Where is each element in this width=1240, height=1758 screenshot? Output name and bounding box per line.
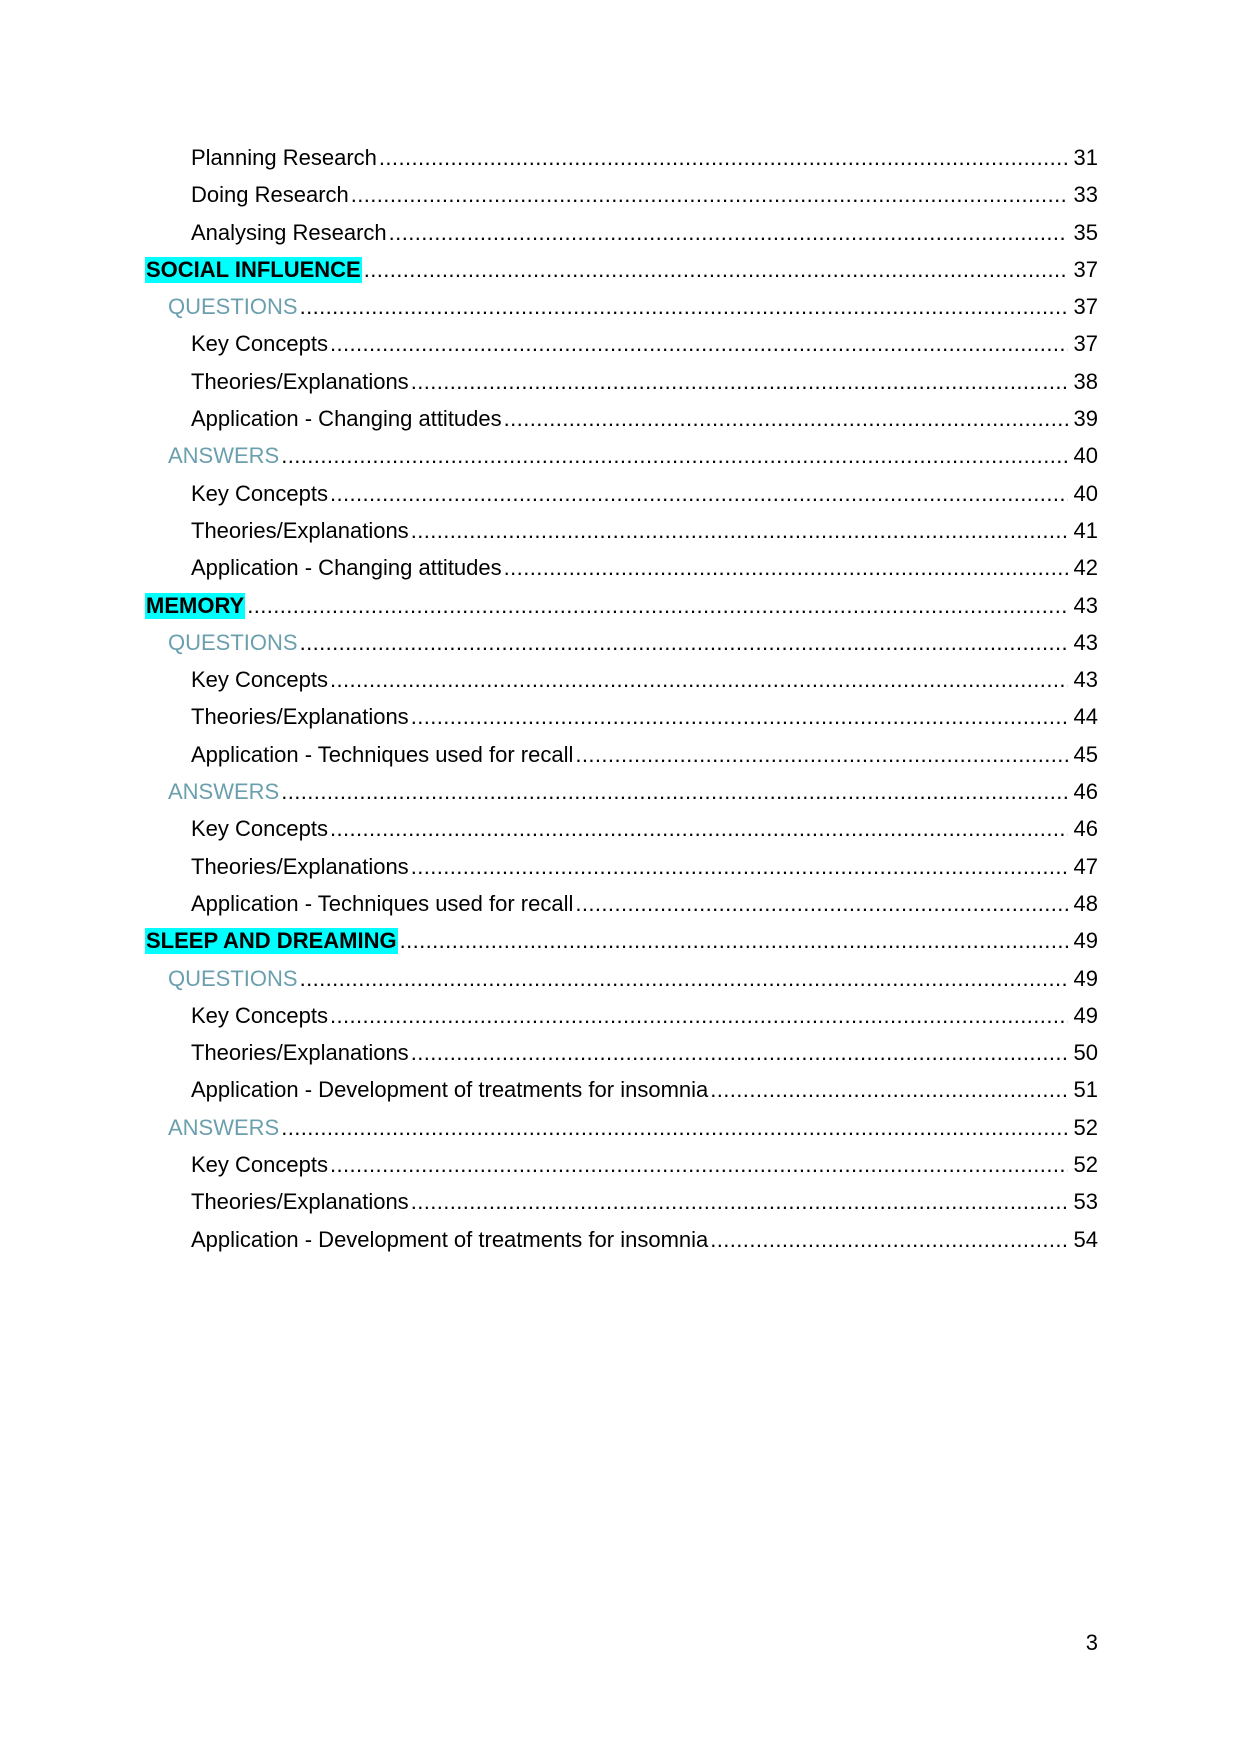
- toc-entry-label: ANSWERS: [168, 1114, 280, 1140]
- toc-entry-page-number: 40: [1073, 443, 1098, 469]
- toc-subsection-entry[interactable]: [145, 437, 1098, 474]
- dot-leader: [400, 922, 1068, 959]
- toc-entry-page-number: 37: [1073, 294, 1098, 320]
- toc-entry-label: Analysing Research: [191, 219, 387, 245]
- dot-leader: [300, 624, 1068, 661]
- dot-leader: [364, 251, 1068, 288]
- toc-subsection-entry[interactable]: [145, 1109, 1098, 1146]
- toc-entry-label: QUESTIONS: [168, 294, 298, 320]
- toc-entry-page-number: 46: [1073, 779, 1098, 805]
- dot-leader: [411, 1183, 1068, 1220]
- toc-entry-label: SLEEP AND DREAMING: [146, 928, 397, 954]
- toc-entry-label: QUESTIONS: [168, 629, 298, 655]
- toc-item-entry[interactable]: [145, 1183, 1098, 1220]
- toc-entry-page-number: 41: [1073, 517, 1098, 543]
- toc-item-entry[interactable]: [145, 1146, 1098, 1183]
- toc-item-entry[interactable]: [145, 363, 1098, 400]
- dot-leader: [379, 139, 1068, 176]
- toc-item-entry[interactable]: [145, 698, 1098, 735]
- dot-leader: [330, 1146, 1068, 1183]
- toc-entry-page-number: 49: [1073, 965, 1098, 991]
- toc-subsection-entry[interactable]: [145, 773, 1098, 810]
- toc-entry-page-number: 53: [1073, 1189, 1098, 1215]
- toc-entry-label: Key Concepts: [191, 816, 328, 842]
- dot-leader: [330, 325, 1068, 362]
- dot-leader: [281, 773, 1068, 810]
- toc-entry-label: Theories/Explanations: [191, 704, 409, 730]
- toc-item-entry[interactable]: [145, 736, 1098, 773]
- toc-entry-label: MEMORY: [146, 592, 245, 618]
- dot-leader: [710, 1221, 1068, 1258]
- toc-entry-page-number: 52: [1073, 1114, 1098, 1140]
- toc-entry-label: Key Concepts: [191, 667, 328, 693]
- toc-entry-label: Theories/Explanations: [191, 1189, 409, 1215]
- toc-entry-label: Planning Research: [191, 145, 377, 170]
- dot-leader: [575, 736, 1068, 773]
- toc-item-entry[interactable]: [145, 661, 1098, 698]
- dot-leader: [411, 363, 1068, 400]
- toc-entry-label: Application - Techniques used for recall: [191, 890, 574, 916]
- dot-leader: [411, 698, 1068, 735]
- toc-entry-page-number: 50: [1073, 1040, 1098, 1066]
- toc-entry-label: Key Concepts: [191, 480, 328, 506]
- dot-leader: [411, 1034, 1068, 1071]
- toc-entry-label: Theories/Explanations: [191, 1040, 409, 1066]
- dot-leader: [411, 848, 1068, 885]
- page-number: 3: [1085, 1630, 1098, 1655]
- toc-item-entry[interactable]: [145, 214, 1098, 251]
- toc-item-entry[interactable]: [145, 549, 1098, 586]
- toc-entry-page-number: 51: [1073, 1077, 1098, 1103]
- toc-entry-label: Theories/Explanations: [191, 517, 409, 543]
- dot-leader: [411, 512, 1068, 549]
- toc-item-entry[interactable]: [145, 176, 1098, 213]
- toc-entry-label: Application - Development of treatments for insomnia: [191, 1226, 709, 1252]
- toc-subsection-entry[interactable]: [145, 624, 1098, 661]
- toc-entry-label: Application - Changing attitudes: [191, 555, 502, 581]
- dot-leader: [351, 176, 1068, 213]
- toc-entry-page-number: 44: [1073, 704, 1098, 730]
- toc-entry-label: Application - Techniques used for recall: [191, 741, 574, 767]
- toc-item-entry[interactable]: [145, 400, 1098, 437]
- toc-entry-page-number: 43: [1073, 592, 1098, 618]
- toc-item-entry[interactable]: [145, 810, 1098, 847]
- toc-entry-page-number: 46: [1073, 816, 1098, 842]
- toc-entry-page-number: 39: [1073, 406, 1098, 432]
- toc-item-entry[interactable]: [145, 1034, 1098, 1071]
- dot-leader: [330, 475, 1068, 512]
- toc-entry-page-number: 45: [1073, 741, 1098, 767]
- toc-entry-label: QUESTIONS: [168, 965, 298, 991]
- toc-entry-page-number: 37: [1073, 256, 1098, 282]
- toc-entry-label: Key Concepts: [191, 331, 328, 357]
- toc-item-entry[interactable]: [145, 512, 1098, 549]
- toc-entry-label: Theories/Explanations: [191, 368, 409, 394]
- toc-entry-label: ANSWERS: [168, 779, 280, 805]
- dot-leader: [504, 400, 1068, 437]
- table-of-contents: [145, 139, 1098, 1258]
- toc-subsection-entry[interactable]: [145, 960, 1098, 997]
- toc-item-entry[interactable]: [145, 848, 1098, 885]
- dot-leader: [330, 810, 1068, 847]
- toc-entry-page-number: 43: [1073, 667, 1098, 693]
- toc-entry-page-number: 35: [1073, 219, 1098, 245]
- toc-entry-page-number: 43: [1073, 629, 1098, 655]
- toc-entry-page-number: 33: [1073, 182, 1098, 208]
- toc-entry-label: Application - Development of treatments for insomnia: [191, 1077, 709, 1103]
- dot-leader: [575, 885, 1068, 922]
- toc-entry-label: SOCIAL INFLUENCE: [146, 256, 361, 282]
- toc-entry-label: Key Concepts: [191, 1002, 328, 1028]
- toc-entry-label: Doing Research: [191, 182, 349, 208]
- dot-leader: [281, 1109, 1068, 1146]
- toc-entry-page-number: 54: [1073, 1226, 1098, 1252]
- dot-leader: [300, 960, 1068, 997]
- toc-entry-page-number: 52: [1073, 1152, 1098, 1178]
- dot-leader: [330, 661, 1068, 698]
- toc-item-entry[interactable]: [145, 325, 1098, 362]
- toc-entry-label: ANSWERS: [168, 443, 280, 469]
- dot-leader: [247, 587, 1068, 624]
- toc-entry-page-number: 48: [1073, 890, 1098, 916]
- toc-entry-page-number: 38: [1073, 368, 1098, 394]
- toc-entry-label: Key Concepts: [191, 1152, 328, 1178]
- toc-entry-label: Theories/Explanations: [191, 853, 409, 879]
- toc-entry-page-number: 49: [1073, 928, 1098, 954]
- dot-leader: [389, 214, 1068, 251]
- toc-item-entry[interactable]: [145, 1221, 1098, 1258]
- toc-item-entry[interactable]: [145, 475, 1098, 512]
- toc-entry-page-number: 47: [1073, 853, 1098, 879]
- toc-section-entry[interactable]: [145, 587, 1098, 624]
- toc-subsection-entry[interactable]: [145, 288, 1098, 325]
- toc-item-entry[interactable]: [145, 885, 1098, 922]
- toc-section-entry[interactable]: [145, 922, 1098, 959]
- toc-item-entry[interactable]: [145, 1071, 1098, 1108]
- toc-item-entry[interactable]: [145, 997, 1098, 1034]
- toc-entry-page-number: 42: [1073, 555, 1098, 581]
- toc-entry-page-number: 37: [1073, 331, 1098, 357]
- dot-leader: [330, 997, 1068, 1034]
- dot-leader: [504, 549, 1068, 586]
- toc-item-entry[interactable]: [145, 139, 1098, 176]
- dot-leader: [281, 437, 1068, 474]
- toc-section-entry[interactable]: [145, 251, 1098, 288]
- toc-entry-label: Application - Changing attitudes: [191, 406, 502, 432]
- dot-leader: [300, 288, 1068, 325]
- toc-entry-page-number: 31: [1073, 145, 1098, 170]
- dot-leader: [710, 1071, 1068, 1108]
- toc-entry-page-number: 49: [1073, 1002, 1098, 1028]
- toc-entry-page-number: 40: [1073, 480, 1098, 506]
